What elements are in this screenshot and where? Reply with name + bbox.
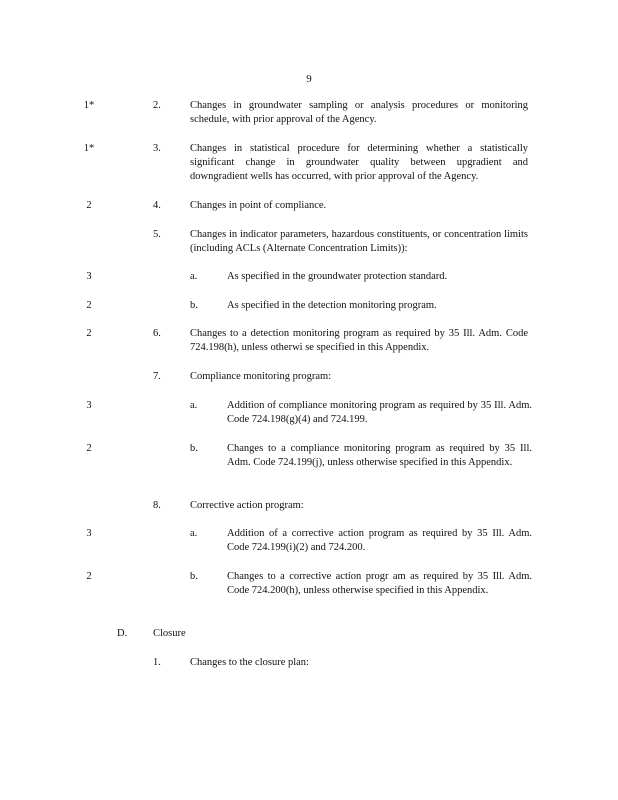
modification-class: 3 — [86, 271, 92, 282]
item-text: Corrective action program: — [190, 500, 304, 511]
item-number: 2. — [153, 100, 161, 111]
item-text: Changes in indicator parameters, hazardous constituents, or concentration limits (including ACLs (Alternate Concentration Limits)): — [190, 229, 528, 254]
modification-class: 2 — [86, 571, 92, 582]
modification-class: 3 — [86, 528, 92, 539]
modification-class: 2 — [86, 300, 92, 311]
item-number: 7. — [153, 371, 161, 382]
item-text: Changes in statistical procedure for determining whether a statistically significant change in groundwater quality between upgradient and downgradient wells has occurred, with prior approval of the Agency. — [190, 143, 528, 182]
item-text: Changes to the closure plan: — [190, 657, 309, 668]
modification-class: 2 — [86, 328, 92, 339]
item-text: Addition of a corrective action program as required by 35 Ill. Adm. Code 724.199(i)(2) and 724.200. — [227, 528, 532, 553]
item-number: a. — [190, 400, 198, 411]
page-number: 9 — [306, 73, 312, 85]
item-number: 6. — [153, 328, 161, 339]
item-text: Changes to a compliance monitoring program as required by 35 Ill. Adm. Code 724.199(j), unless otherwise specified in this Appendix. — [227, 443, 532, 468]
modification-class: 2 — [86, 443, 92, 454]
item-number: a. — [190, 528, 198, 539]
item-text: Changes to a detection monitoring program as required by 35 Ill. Adm. Code 724.198(h), unless otherwi se specified in this Appendix. — [190, 328, 528, 353]
item-number: b. — [190, 571, 198, 582]
modification-class: 1* — [83, 143, 95, 154]
item-number: 5. — [153, 229, 161, 240]
item-number: 3. — [153, 143, 161, 154]
item-number: 1. — [153, 657, 161, 668]
section-letter: D. — [117, 628, 128, 639]
item-text: Addition of compliance monitoring program as required by 35 Ill. Adm. Code 724.198(g)(4) and 724.199. — [227, 400, 532, 425]
item-text: Changes in point of compliance. — [190, 200, 327, 211]
item-number: b. — [190, 300, 198, 311]
item-text: Changes in groundwater sampling or analysis procedures or monitoring schedule, with prior approval of the Agency. — [190, 100, 528, 125]
item-number: 8. — [153, 500, 161, 511]
item-text: Changes to a corrective action progr am as required by 35 Ill. Adm. Code 724.200(h), unless otherwise specified in this Appendix. — [227, 571, 532, 596]
modification-class: 3 — [86, 400, 92, 411]
section-heading: Closure — [153, 628, 186, 639]
item-text: As specified in the detection monitoring program. — [227, 300, 437, 311]
item-text: Compliance monitoring program: — [190, 371, 332, 382]
modification-class: 2 — [86, 200, 92, 211]
item-number: b. — [190, 443, 198, 454]
item-number: 4. — [153, 200, 161, 211]
modification-class: 1* — [83, 100, 95, 111]
item-number: a. — [190, 271, 198, 282]
item-text: As specified in the groundwater protection standard. — [227, 271, 448, 282]
